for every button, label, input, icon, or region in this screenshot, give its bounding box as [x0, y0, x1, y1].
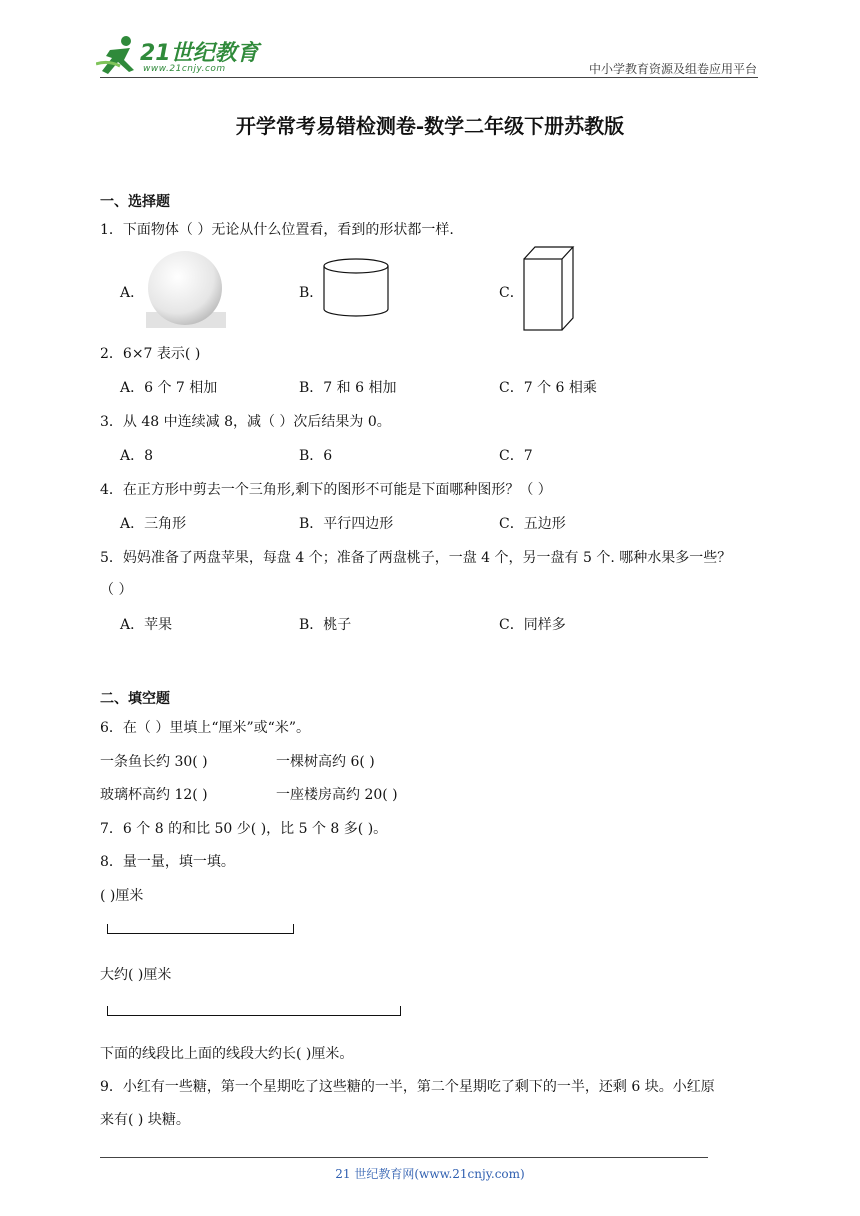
q8-blank-3: 下面的线段比上面的线段大约长( )厘米。	[100, 1046, 354, 1062]
header-divider	[100, 77, 758, 78]
q5-stem: 5．妈妈准备了两盘苹果，每盘 4 个；准备了两盘桃子，一盘 4 个，另一盘有 5 个. 哪种水果多一些？	[100, 550, 732, 566]
q2-option-c: C．7 个 6 相乘	[499, 380, 597, 396]
q6-tree: 一棵树高约 6( )	[276, 754, 375, 770]
q4-stem: 4．在正方形中剪去一个三角形,剩下的图形不可能是下面哪种图形？（ ）	[100, 482, 552, 498]
logo-text: 21世纪教育	[140, 41, 259, 66]
q7-stem: 7．6 个 8 的和比 50 少( )，比 5 个 8 多( )。	[100, 821, 388, 837]
q8-blank-2: 大约( )厘米	[100, 967, 172, 983]
section-heading-choice: 一、选择题	[100, 194, 170, 210]
platform-name: 中小学教育资源及组卷应用平台	[588, 62, 757, 76]
q6-building: 一座楼房高约 20( )	[276, 787, 398, 803]
q5-option-b: B．桃子	[299, 617, 352, 633]
q1-stem: 1．下面物体（ ）无论从什么位置看，看到的形状都一样.	[100, 222, 454, 238]
q1-option-b: B．	[299, 285, 324, 301]
logo-url: www.21cnjy.com	[143, 64, 226, 74]
q2-option-b: B．7 和 6 相加	[299, 380, 397, 396]
q4-option-c: C．五边形	[499, 516, 566, 532]
q4-option-a: A．三角形	[120, 516, 187, 532]
q6-fish: 一条鱼长约 30( )	[100, 754, 208, 770]
q3-option-c: C．7	[499, 448, 533, 464]
section-heading-fill: 二、填空题	[100, 691, 170, 707]
q1-option-a: A．	[120, 285, 145, 301]
runner-logo-icon	[96, 34, 142, 78]
q4-option-b: B．平行四边形	[299, 516, 394, 532]
q3-stem: 3．从 48 中连续减 8，减（ ）次后结果为 0。	[100, 414, 391, 430]
footer-divider	[100, 1157, 708, 1158]
q3-option-a: A．8	[120, 448, 154, 464]
q9-line-1: 9．小红有一些糖，第一个星期吃了这些糖的一半，第二个星期吃了剩下的一半，还剩 6 块。小红原	[100, 1079, 715, 1095]
q9-line-2: 来有( ) 块糖。	[100, 1112, 190, 1128]
q5-option-a: A．苹果	[120, 617, 173, 633]
q2-stem: 2．6×7 表示( )	[100, 346, 201, 362]
cylinder-icon	[322, 257, 392, 319]
footer-text: 21 世纪教育网(www.21cnjy.com)	[335, 1167, 525, 1181]
line-segment-short	[107, 923, 294, 934]
q3-option-b: B．6	[299, 448, 333, 464]
q8-blank-1: ( )厘米	[100, 888, 144, 904]
q2-option-a: A．6 个 7 相加	[120, 380, 218, 396]
q5-option-c: C．同样多	[499, 617, 566, 633]
page-title: 开学常考易错检测卷-数学二年级下册苏教版	[235, 114, 625, 138]
cuboid-icon	[522, 245, 576, 333]
sphere-icon	[146, 250, 226, 328]
q1-option-c: C．	[499, 285, 524, 301]
q6-stem: 6．在（ ）里填上“厘米”或“米”。	[100, 720, 310, 736]
q8-stem: 8．量一量，填一填。	[100, 854, 235, 870]
line-segment-long	[107, 1005, 401, 1016]
q6-glass: 玻璃杯高约 12( )	[100, 787, 208, 803]
q5-stem-cont: （ ）	[100, 582, 133, 598]
